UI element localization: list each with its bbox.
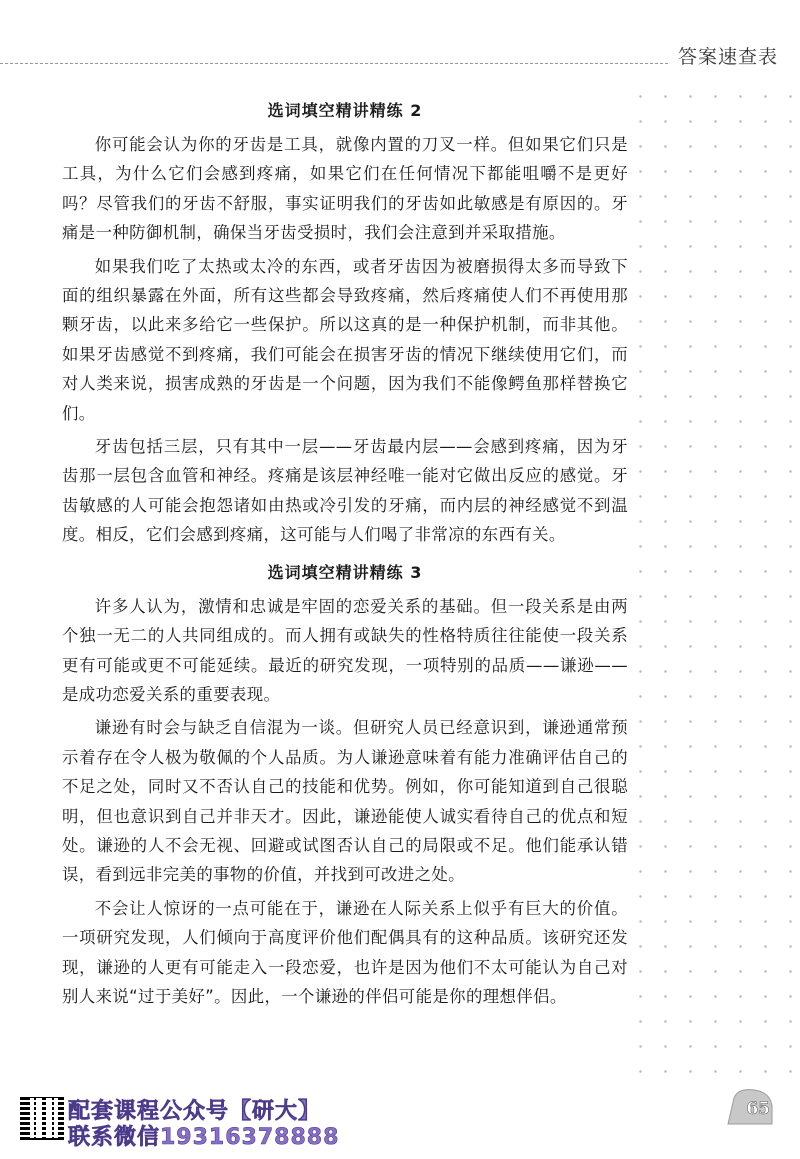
paragraph: 你可能会认为你的牙齿是工具，就像内置的刀叉一样。但如果它们只是工具，为什么它们会感到疼痛，如果它们在任何情况下都能咀嚼不是更好吗？尽管我们的牙齿不舒服，事实证明我们的牙齿如此敏感是有原因的。牙痛是一种防御机制，确保当牙齿受损时，我们会注意到并采取措施。 [62,135,628,243]
paragraph: 不会让人惊讶的一点可能在于，谦逊在人际关系上似乎有巨大的价值。一项研究发现，人们倾向于高度评价他们配偶具有的这种品质。该研究还发现，谦逊的人更有可能走入一段恋爱，也许是因为他们不太可能认为自己对别人来说“过于美好”。因此，一个谦逊的伴侣可能是你的理想伴侣。 [62,898,628,1006]
running-header: 答案速查表 [677,46,778,68]
header-rule [0,63,668,64]
qr-code-icon [20,1096,64,1140]
page-number: 65 [746,1099,770,1119]
watermark-line-2: 联系微信19316378888 [68,1125,340,1150]
dot-grid-margin [628,84,800,1084]
paragraph: 牙齿包括三层，只有其中一层——牙齿最内层——会感到疼痛，因为牙齿那一层包含血管和神经。疼痛是该层神经唯一能对它做出反应的感觉。牙齿敏感的人可能会抱怨诸如由热或冷引发的牙痛，而内层的神经感觉不到温度。相反，它们会感到疼痛，这可能与人们喝了非常凉的东西有关。 [62,437,628,545]
paragraph: 谦逊有时会与缺乏自信混为一谈。但研究人员已经意识到，谦逊通常预示着存在令人极为敬佩的个人品质。为人谦逊意味着有能力准确评估自己的不足之处，同时又不否认自己的技能和优势。例如，你可能知道到自己很聪明，但也意识到自己并非天才。因此，谦逊能使人诚实看待自己的优点和短处。谦逊的人不会无视、回避或试图否认自己的局限或不足。他们能承认错误，看到远非完美的事物的价值，并找到可改进之处。 [62,718,628,885]
watermark-line-1: 配套课程公众号【研大】 [68,1099,322,1124]
paragraph: 许多人认为，激情和忠诚是牢固的恋爱关系的基础。但一段关系是由两个独一无二的人共同组成的。而人拥有或缺失的性格特质往往能使一段关系更有可能或更不可能延续。最近的研究发现，一项特别的品质——谦逊——是成功恋爱关系的重要表现。 [62,596,628,704]
section-title-3: 选词填空精讲精练 3 [267,562,423,582]
watermark [20,1094,340,1150]
section-title-2: 选词填空精讲精练 2 [267,101,423,120]
paragraph: 如果我们吃了太热或太冷的东西，或者牙齿因为被磨损得太多而导致下面的组织暴露在外面，所有这些都会导致疼痛，然后疼痛使人们不再使用那颗牙齿，以此来多给它一些保护。所以这真的是一种保护机制，而非其他。如果牙齿感觉不到疼痛，我们可能会在损害牙齿的情况下继续使用它们，而对人类来说，损害成熟的牙齿是一个问题，因为我们不能像鳄鱼那样替换它们。 [62,256,628,423]
page-content [62,98,628,1015]
